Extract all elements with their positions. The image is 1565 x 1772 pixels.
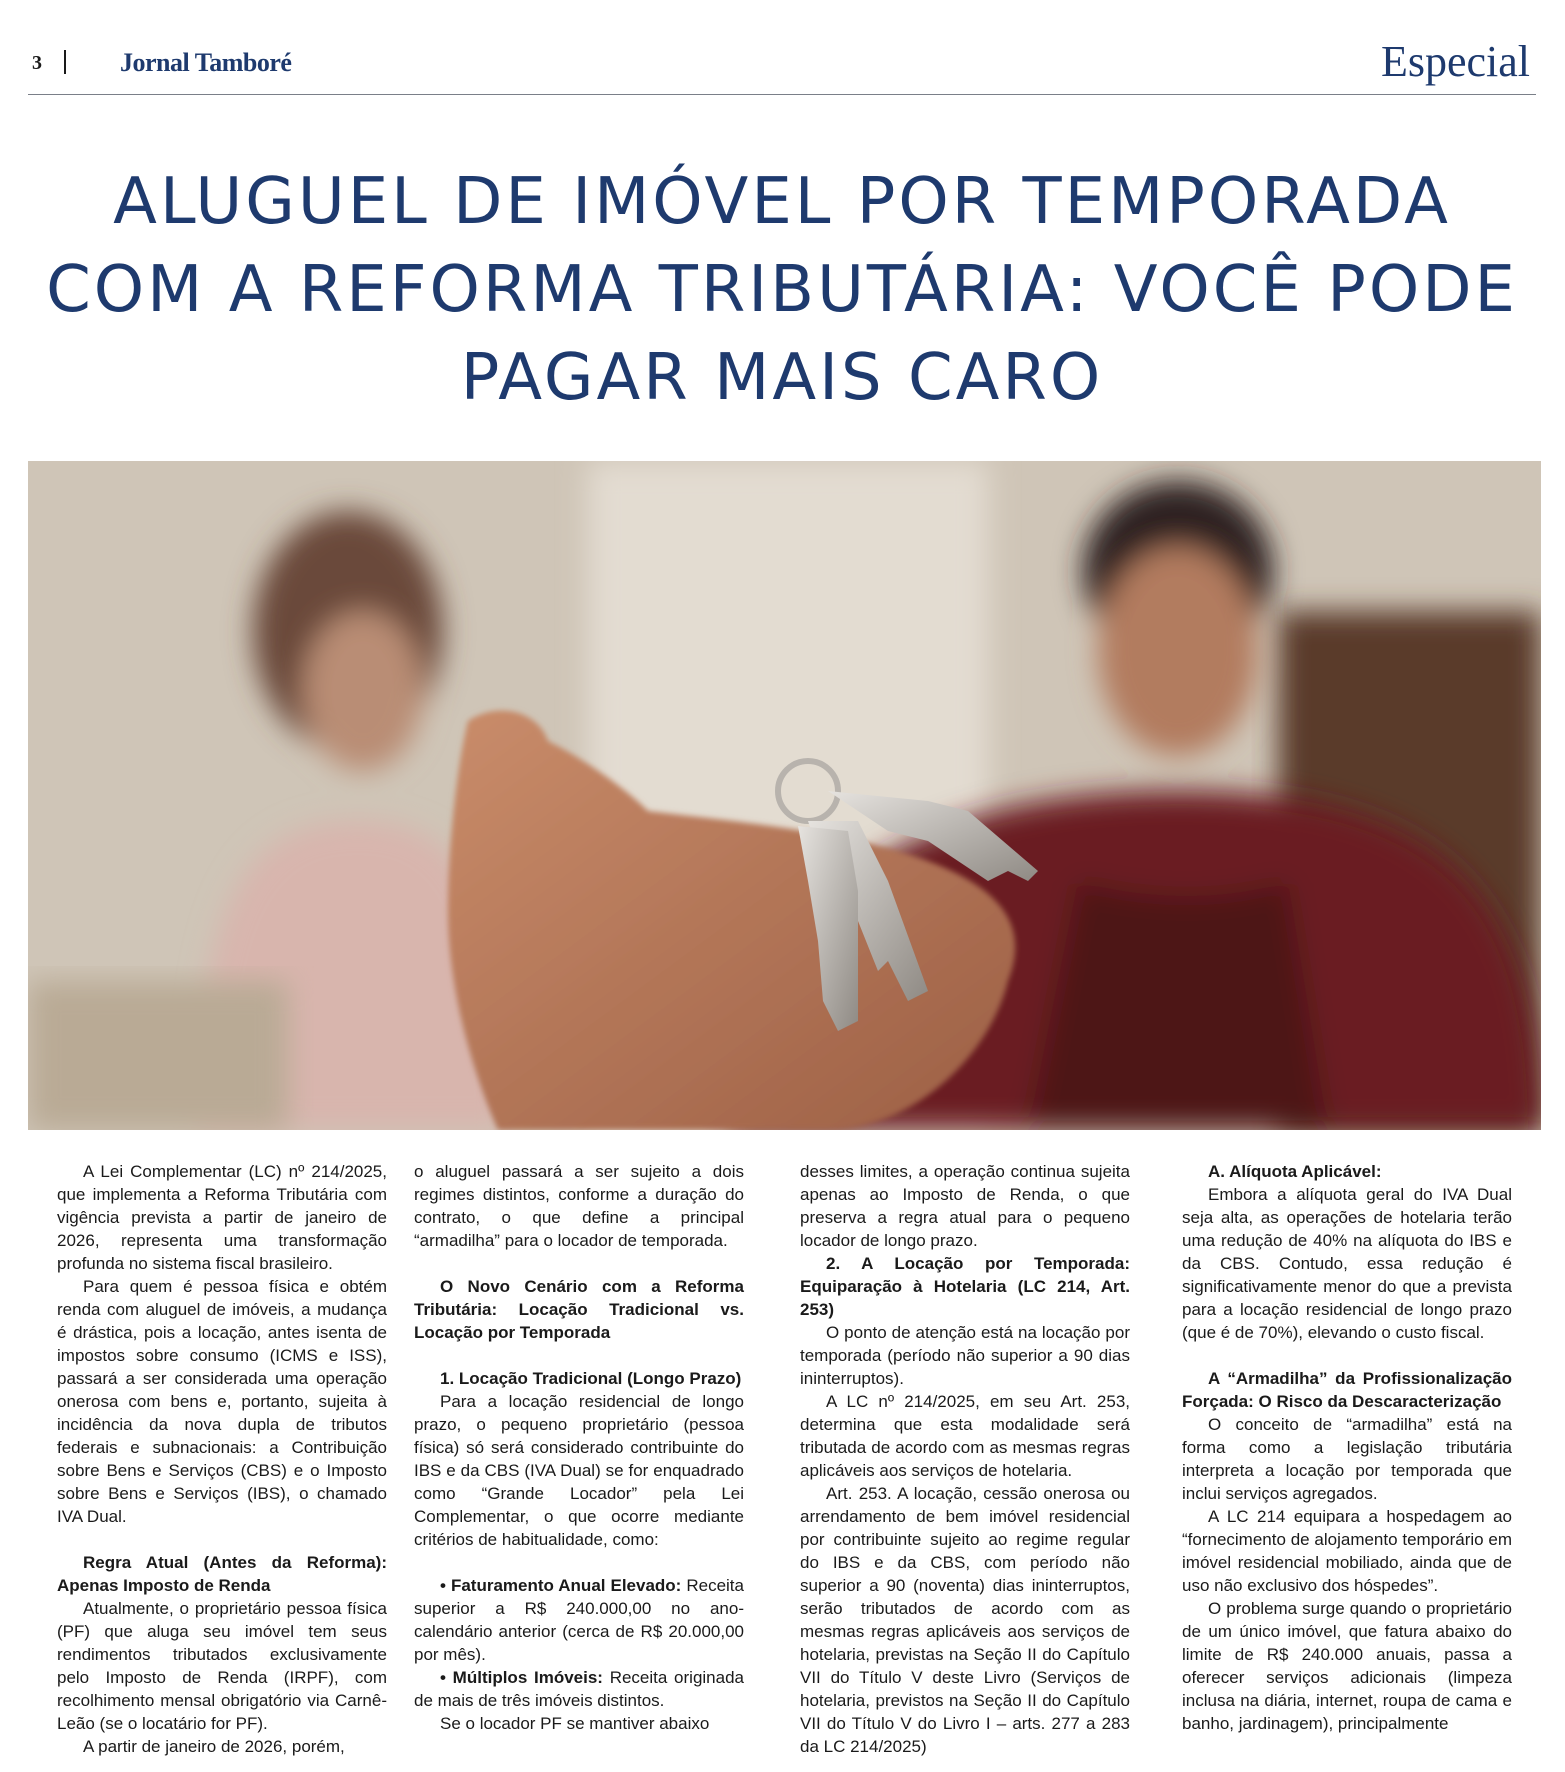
subheading: Regra Atual (Antes da Reforma): Apenas Imposto de Renda: [57, 1553, 387, 1595]
paragraph: O ponto de atenção está na locação por temporada (período não superior a 90 dias ininterruptos).: [800, 1323, 1130, 1388]
page-header: [28, 36, 1536, 95]
paragraph: Se o locador PF se mantiver abaixo: [440, 1714, 710, 1733]
photo-illustration: [28, 461, 1541, 1130]
subheading: A. Alíquota Aplicável:: [1208, 1162, 1382, 1181]
journal-name: Jornal Tamboré: [120, 48, 292, 77]
paragraph: A Lei Complementar (LC) nº 214/2025, que implementa a Reforma Tributária com vigência prevista a partir de janeiro de 2026, representa uma transformação profunda no sistema fiscal brasileiro.: [57, 1162, 387, 1273]
paragraph: Para quem é pessoa física e obtém renda com aluguel de imóveis, a mudança é drástica, pois a locação, antes isenta de impostos sobre consumo (ICMS e ISS), passará a ser considerada uma operação onerosa com bens e, portanto, sujeita à incidência da nova dupla de tributos federais e subnacionais: a Contribuição sobre Bens e Serviços (CBS) e o Imposto sobre Bens e Serviços (IBS), o chamado IVA Dual.: [57, 1277, 387, 1526]
paragraph: A LC nº 214/2025, em seu Art. 253, determina que esta modalidade será tributada de acordo com as mesmas regras aplicáveis aos serviços de hotelaria.: [800, 1392, 1130, 1480]
paragraph: Para a locação residencial de longo prazo, o pequeno proprietário (pessoa física) só será considerado contribuinte do IBS e da CBS (IVA Dual) se for enquadrado como “Grande Locador” pela Lei Complementar, o que ocorre mediante critérios de habitualidade, como:: [414, 1392, 744, 1549]
page-number: 3: [32, 52, 42, 74]
subheading: O Novo Cenário com a Reforma Tributária: Locação Tradicional vs. Locação por Temporada: [414, 1277, 744, 1342]
paragraph: Art. 253. A locação, cessão onerosa ou arrendamento de bem imóvel residencial por contribuinte sujeito ao regime regular do IBS e da CBS, com período não superior a 90 (noventa) dias ininterruptos, serão tributados de acordo com as mesmas regras aplicáveis aos serviços de hotelaria, previstas na Seção II do Capítulo VII do Título V deste Livro (Serviços de hotelaria, previstos na Seção II do Capítulo VII do Título V do Livro I – arts. 277 a 283 da LC 214/2025): [800, 1484, 1130, 1756]
paragraph: o aluguel passará a ser sujeito a dois regimes distintos, conforme a duração do contrato, o que define a principal “armadilha” para o locador de temporada.: [414, 1162, 744, 1250]
paragraph: Embora a alíquota geral do IVA Dual seja alta, as operações de hotelaria terão uma redução de 40% na alíquota do IBS e da CBS. Contudo, essa redução é significativamente menor do que a prevista para a locação residencial de longo prazo (que é de 70%), elevando o custo fiscal.: [1182, 1185, 1512, 1342]
text-column-3: [800, 1160, 1130, 1758]
paragraph: A partir de janeiro de 2026, porém,: [83, 1737, 345, 1756]
bullet-text: Receita superior a R$ 240.000,00 no ano-calendário anterior (cerca de R$ 20.000,00 por mês).: [414, 1576, 744, 1664]
paragraph: A LC 214 equipara a hospedagem ao “fornecimento de alojamento temporário em imóvel residencial mobiliado, ainda que de uso não exclusivo dos hóspedes”.: [1182, 1507, 1512, 1595]
paragraph: O problema surge quando o proprietário de um único imóvel, que fatura abaixo do limite de R$ 240.000 anuais, passa a oferecer serviços adicionais (limpeza inclusa na diária, internet, roupa de cama e banho, jardinagem), principalmente: [1182, 1599, 1512, 1733]
text-column-4: [1182, 1160, 1512, 1735]
section-title: Especial: [1380, 37, 1530, 86]
header-divider: [64, 50, 66, 74]
text-column-2: [414, 1160, 744, 1735]
bullet-item: [414, 1666, 744, 1712]
paragraph: desses limites, a operação continua sujeita apenas ao Imposto de Renda, o que preserva a regra atual para o pequeno locador de longo prazo.: [800, 1162, 1130, 1250]
subheading: 2. A Locação por Temporada: Equiparação à Hotelaria (LC 214, Art. 253): [800, 1254, 1130, 1319]
keys-handover-photo: [28, 461, 1541, 1130]
bullet-label: • Múltiplos Imóveis:: [440, 1668, 603, 1687]
headline: ALUGUEL DE IMÓVEL POR TEMPORADA COM A REFORMA TRIBUTÁRIA: VOCÊ PODE PAGAR MAIS CARO: [46, 165, 1518, 415]
paragraph: O conceito de “armadilha” está na forma como a legislação tributária interpreta a locação por temporada que inclui serviços agregados.: [1182, 1415, 1512, 1503]
bullet-label: • Faturamento Anual Elevado:: [440, 1576, 682, 1595]
paragraph: Atualmente, o proprietário pessoa física (PF) que aluga seu imóvel tem seus rendimentos tributados exclusivamente pelo Imposto de Renda (IRPF), com recolhimento mensal obrigatório via Carnê-Leão (se o locatário for PF).: [57, 1599, 387, 1733]
subheading: A “Armadilha” da Profissionalização Forçada: O Risco da Descaracterização: [1182, 1369, 1512, 1411]
subheading: 1. Locação Tradicional (Longo Prazo): [440, 1369, 742, 1388]
text-column-1: [57, 1160, 387, 1758]
bullet-text: Receita originada de mais de três imóveis distintos.: [414, 1668, 744, 1710]
bullet-item: [414, 1574, 744, 1666]
